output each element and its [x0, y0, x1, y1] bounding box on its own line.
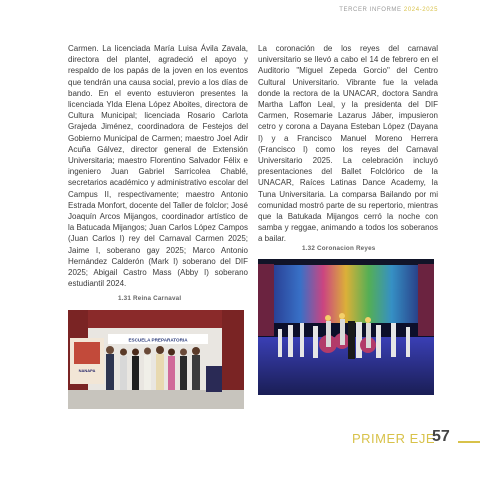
report-header	[339, 7, 438, 13]
report-years: 2024-2025	[403, 7, 438, 13]
poster-nanapa: NANAPA	[78, 368, 96, 373]
body-text-left: Carmen. La licenciada María Luisa Ávila Zavala, directora del plantel, agradeció el apoyo y respaldo de los papás de la joven en los eventos que tendrán una causa social, previo a los días de bando. En el evento estuvieron presentes la licenciada Ylda Elena López Aboites, directora de Cultura Municipal; licenciada Rosario Carlota Grajeda Jiménez, coordinadora de Festejos del Gobierno Municipal de Carmen; maestro Joel Adir Acuña Gálvez, director general de Extensión Universitaria; maestro Florentino Salvador Félix e ingeniero Juan Gabriel Sarricolea Chablé, secretarios académico y administrativo escolar del Campus II, respectivamente; maestro Antonio Estrada Monfort, docente del Taller de folclor; José Joaquín Arcos Mijangos, coordinador artístico de la Batucada Mijangos; Juan Carlos López Campos (Juan Carlos I) rey del Carnaval Carmen 2025; Jaime I, soberano gay 2025; Marco Antonio Hernández Calderón (Mark I) soberano del DIF 2025; Abigail Castro Mass (Abby I) soberano estudiantil 2024.	[68, 44, 248, 289]
report-title: TERCER INFORME	[339, 7, 402, 13]
photo-coronacion-reyes	[258, 259, 434, 395]
footer-accent-line	[458, 441, 480, 443]
banner-escuela-preparatoria: ESCUELA PREPARATORIA	[128, 337, 188, 343]
page-number: 57	[432, 428, 450, 445]
figure-caption-reina: 1.31 Reina Carnaval	[118, 295, 182, 302]
section-label: PRIMER EJE	[352, 431, 436, 446]
figure-caption-coronacion: 1.32 Coronacion Reyes	[302, 245, 376, 252]
body-text-right: La coronación de los reyes del carnaval universitario se llevó a cabo el 14 de febrero en el Auditorio "Miguel Zepeda Gorcio" del Centro Cultural Universitario. Vibrante fue la velada donde la rectora de la UNACAR, doctora Sandra Martha Laffon Leal, y la presidenta del DIF Carmen, Rosemarie Lazarus Jáber, impusieron cetro y corona a Dayana Esteban López (Dayana I) y a Francisco Manuel Moreno Herrera (Francisco I) como los reyes del Carnaval Universitario 2025. La celebración incluyó presentaciones del Ballet Folclórico de la UNACAR, Raíces Latinas Dance Academy, la Tuna Universitaria. La comparsa Bailando por mi comunidad mostró parte de su repertorio, mientras que la Batukada Mijangos cerró la noche con samba y reggae, animando a todos los soberanos a bailar.	[258, 44, 438, 244]
photo-reina-carnaval	[68, 310, 244, 409]
